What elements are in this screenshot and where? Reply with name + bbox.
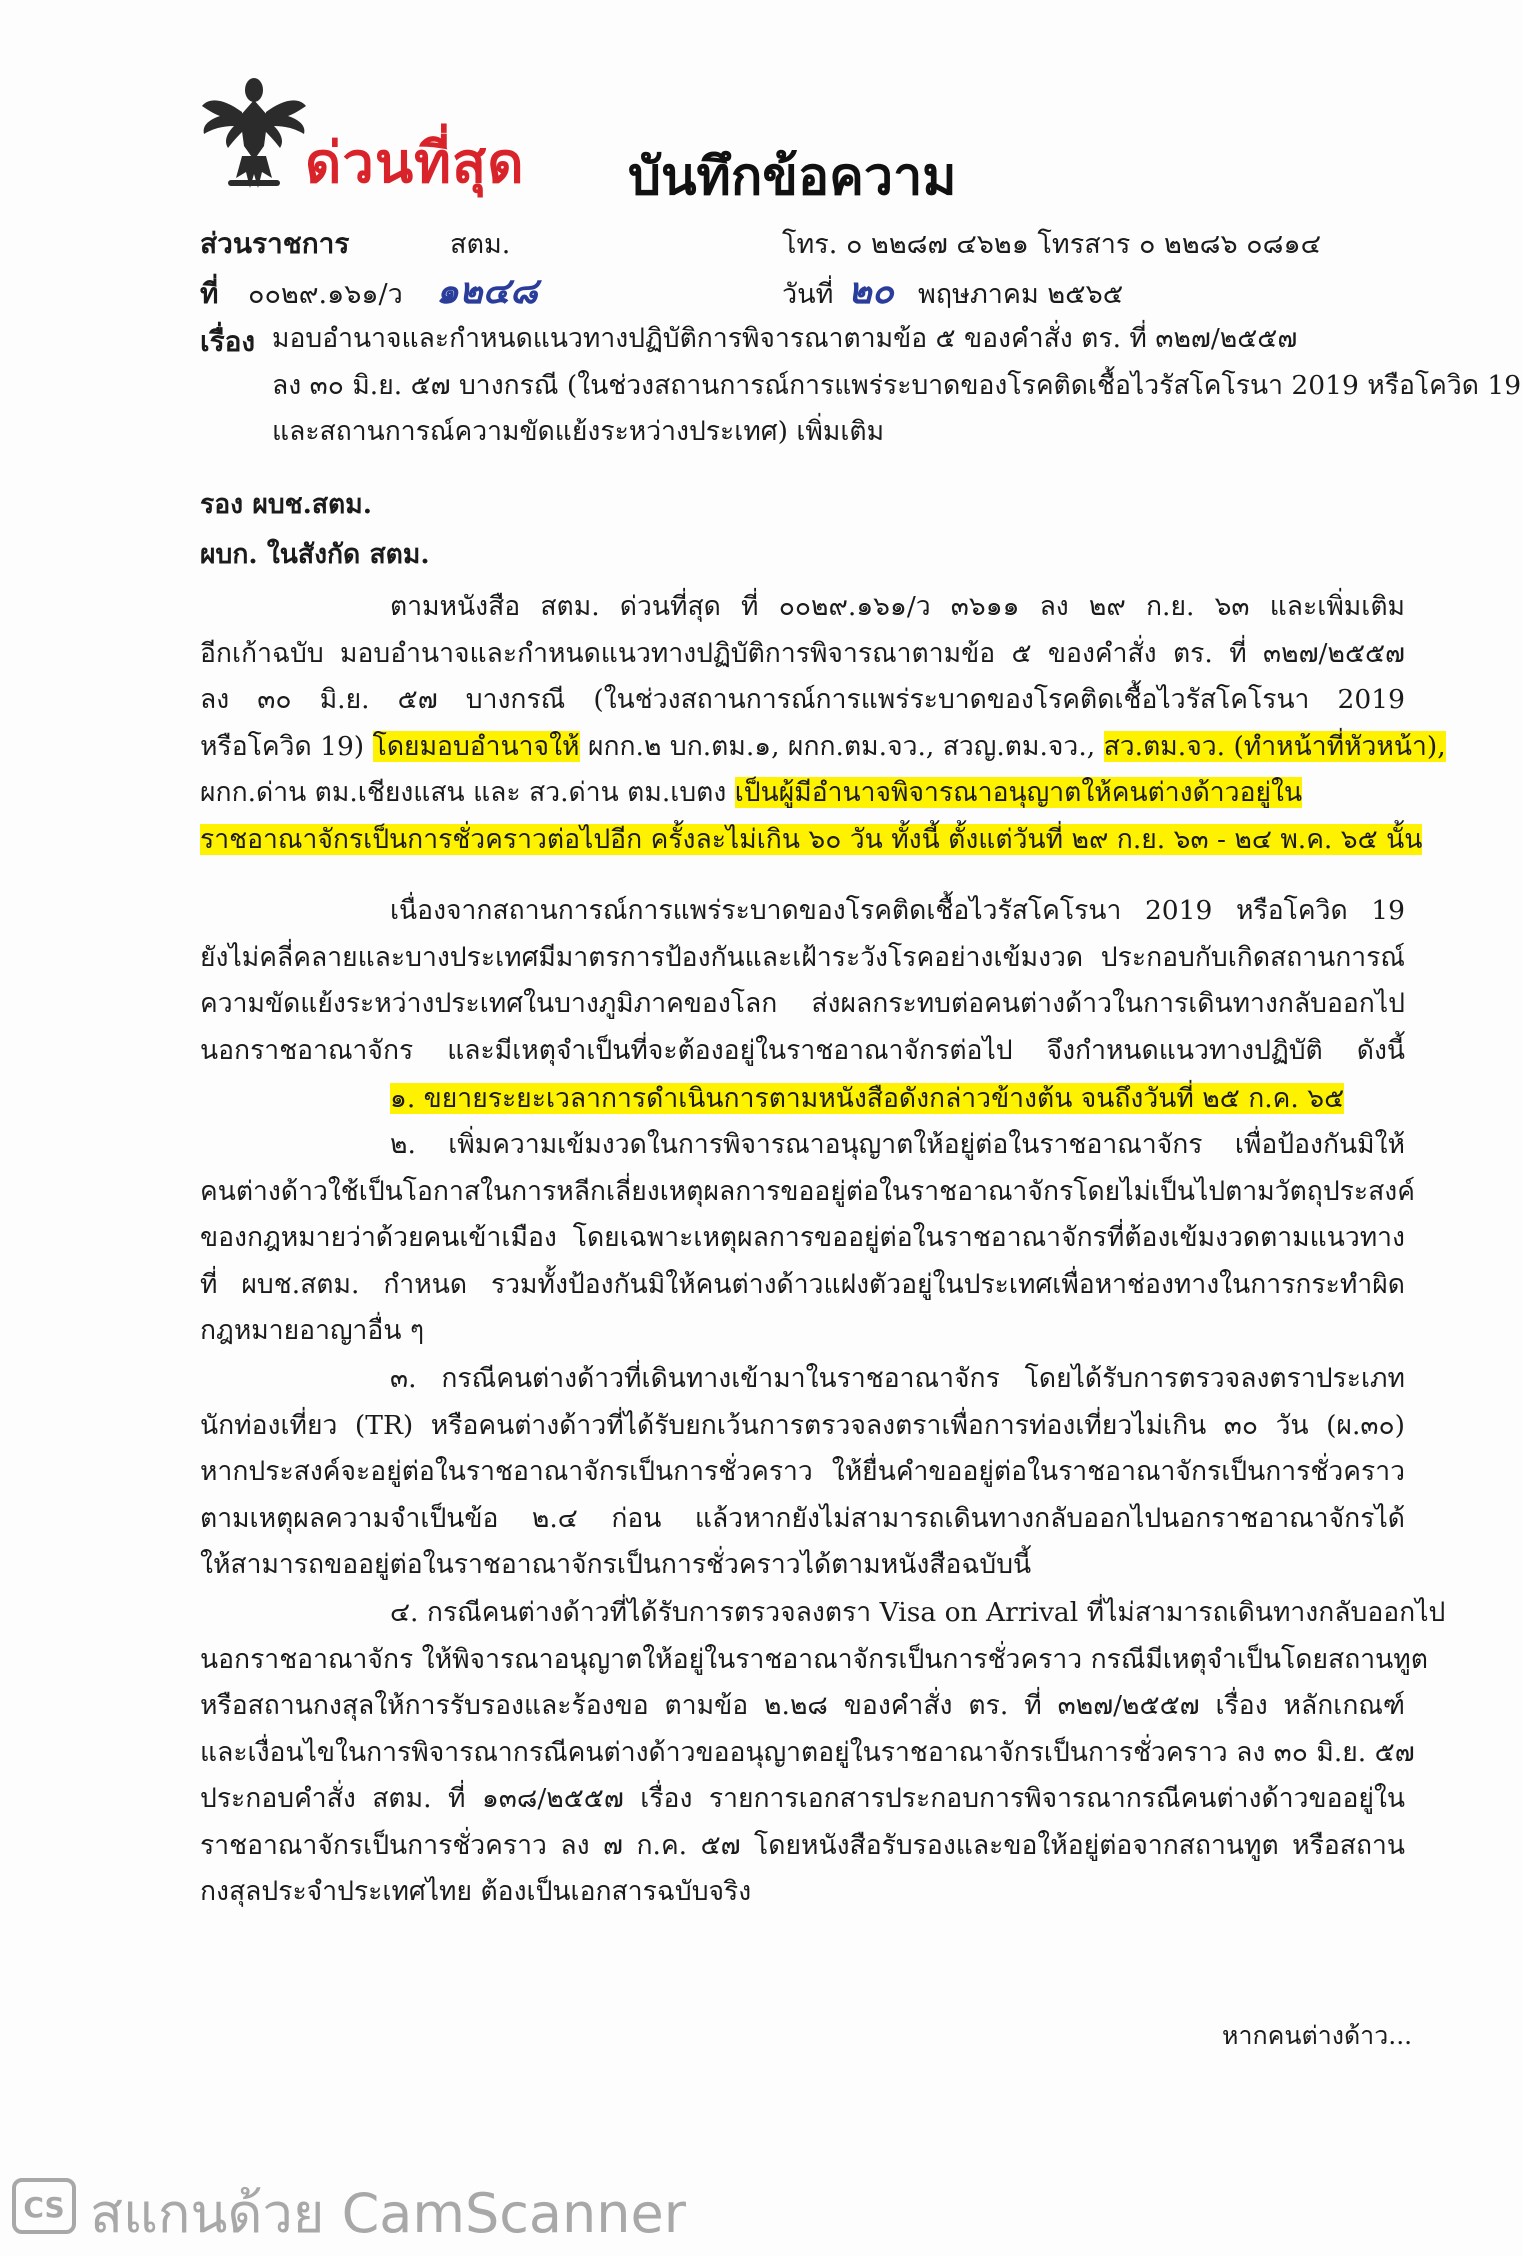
subject-label: เรื่อง <box>200 325 256 358</box>
recipients <box>200 480 1405 580</box>
text-line: ตามเหตุผลความจำเป็นข้อ ๒.๔ ก่อน แล้วหากยังไม่สามารถเดินทางกลับออกไปนอกราชอาณาจักรได้ <box>200 1502 1405 1534</box>
text-line: ๓. กรณีคนต่างด้าวที่เดินทางเข้ามาในราชอาณาจักร โดยได้รับการตรวจลงตราประเภท <box>390 1363 1405 1394</box>
text-segment: ผกก.ด่าน ตม.เชียงแสน และ สว.ด่าน ตม.เบตง <box>200 777 727 808</box>
text-line: กงสุลประจำประเทศไทย ต้องเป็นเอกสารฉบับจริง <box>200 1876 752 1907</box>
text-line: นอกราชอาณาจักร ให้พิจารณาอนุญาตให้อยู่ในราชอาณาจักรเป็นการชั่วคราว กรณีมีเหตุจำเป็นโดยสถานทูต <box>200 1643 1428 1675</box>
highlighted-text: เป็นผู้มีอำนาจพิจารณาอนุญาตให้คนต่างด้าวอยู่ใน <box>734 777 1303 808</box>
item-2 <box>200 1122 1415 1355</box>
ref-number: ๐๐๒๙.๑๖๑/ว <box>248 279 403 310</box>
camscanner-watermark: สแกนด้วย CamScanner <box>90 2182 686 2245</box>
text-line: ลง ๓๐ มิ.ย. ๕๗ บางกรณี (ในช่วงสถานการณ์การแพร่ระบาดของโรคติดเชื้อไวรัสโคโรนา 2019 <box>200 684 1405 715</box>
text-line: ตามหนังสือ สตม. ด่วนที่สุด ที่ ๐๐๒๙.๑๖๑/ว ๓๖๑๑ ลง ๒๙ ก.ย. ๖๓ และเพิ่มเติม <box>390 591 1405 622</box>
subject-text <box>272 316 1522 456</box>
item-3 <box>200 1356 1405 1589</box>
text-segment: ผกก.๒ บก.ตม.๑, ผกก.ตม.จว., สวญ.ตม.จว., <box>587 730 1096 762</box>
item-4 <box>200 1590 1446 1916</box>
highlighted-text: สว.ตม.จว. (ทำหน้าที่หัวหน้า), <box>1103 730 1446 762</box>
highlighted-text: ๑. ขยายระยะเวลาการดำเนินการตามหนังสือดังกล่าวข้างต้น จนถึงวันที่ ๒๕ ก.ค. ๖๕ <box>390 1083 1345 1114</box>
highlighted-text: โดยมอบอำนาจให้ <box>372 730 580 762</box>
camscanner-logo-icon <box>12 2178 76 2234</box>
text-line: ของกฎหมายว่าด้วยคนเข้าเมือง โดยเฉพาะเหตุผลการขออยู่ต่อในราชอาณาจักรที่ต้องเข้มงวดตามแนวทาง <box>200 1222 1405 1253</box>
text-line: หากประสงค์จะอยู่ต่อในราชอาณาจักรเป็นการชั่วคราว ให้ยื่นคำขออยู่ต่อในราชอาณาจักรเป็นการชั่วคราว <box>200 1456 1405 1487</box>
text-line: นอกราชอาณาจักร และมีเหตุจำเป็นที่จะต้องอยู่ในราชอาณาจักรต่อไป จึงกำหนดแนวทางปฏิบัติ ดังนี้ <box>200 1034 1405 1066</box>
subject-line: และสถานการณ์ความขัดแย้งระหว่างประเทศ) เพิ่มเติม <box>272 416 885 447</box>
recipient: ผบก. ในสังกัด สตม. <box>200 539 430 570</box>
paragraph-reference <box>200 584 1446 863</box>
text-line: ราชอาณาจักรเป็นการชั่วคราว ลง ๗ ก.ค. ๕๗ โดยหนังสือรับรองและขอให้อยู่ต่อจากสถานทูต หรือสถาน <box>200 1829 1405 1861</box>
phone-fax: โทร. ๐ ๒๒๘๗ ๔๖๒๑ โทรสาร ๐ ๒๒๘๖ ๐๘๑๔ <box>782 229 1322 260</box>
text-line: ประกอบคำสั่ง สตม. ที่ ๑๓๘/๒๕๕๗ เรื่อง รายการเอกสารประกอบการพิจารณากรณีคนต่างด้าวขออยู่ใน <box>200 1783 1405 1814</box>
text-line: และเงื่อนไขในการพิจารณากรณีคนต่างด้าวขออนุญาตอยู่ในราชอาณาจักรเป็นการชั่วคราว ลง ๓๐ มิ.ย. ๕๗ <box>200 1736 1415 1768</box>
text-line <box>200 1076 1405 1123</box>
highlighted-text: ราชอาณาจักรเป็นการชั่วคราวต่อไปอีก ครั้งละไม่เกิน ๖๐ วัน ทั้งนี้ ตั้งแต่วันที่ ๒๙ ก.ย. ๖๓ - ๒๔ พ.ค. ๖๕ นั้น <box>200 823 1423 855</box>
memo-title: บันทึกข้อความ <box>628 146 957 207</box>
subject-line: มอบอำนาจและกำหนดแนวทางปฏิบัติการพิจารณาตามข้อ ๕ ของคำสั่ง ตร. ที่ ๓๒๗/๒๕๕๗ <box>272 323 1298 354</box>
agency-value: สตม. <box>450 229 511 260</box>
text-line: หรือสถานกงสุลให้การรับรองและร้องขอ ตามข้อ ๒.๒๘ ของคำสั่ง ตร. ที่ ๓๒๗/๒๕๕๗ เรื่อง หลักเกณฑ์ <box>200 1690 1405 1721</box>
paragraph-situation <box>200 888 1405 1074</box>
text-line <box>200 724 1446 771</box>
ref-label: ที่ <box>200 277 219 310</box>
text-line: เนื่องจากสถานการณ์การแพร่ระบาดของโรคติดเชื้อไวรัสโคโรนา 2019 หรือโควิด 19 <box>390 895 1405 926</box>
item-1 <box>200 1076 1405 1123</box>
text-line: นักท่องเที่ยว (TR) หรือคนต่างด้าวที่ได้รับยกเว้นการตรวจลงตราเพื่อการท่องเที่ยวไม่เกิน ๓๐ วัน (ผ.๓๐) <box>200 1409 1405 1441</box>
text-line: ที่ ผบช.สตม. กำหนด รวมทั้งป้องกันมิให้คนต่างด้าวแฝงตัวอยู่ในประเทศเพื่อหาช่องทางในการกระทำผิด <box>200 1268 1405 1300</box>
text-line: ให้สามารถขออยู่ต่อในราชอาณาจักรเป็นการชั่วคราวได้ตามหนังสือฉบับนี้ <box>200 1549 1032 1580</box>
date-month-year: พฤษภาคม ๒๕๖๕ <box>918 279 1124 310</box>
agency-label: ส่วนราชการ <box>200 227 350 260</box>
handwritten-date-day: ๒๐ <box>848 271 894 312</box>
text-line: อีกเก้าฉบับ มอบอำนาจและกำหนดแนวทางปฏิบัติการพิจารณาตามข้อ ๕ ของคำสั่ง ตร. ที่ ๓๒๗/๒๕๕๗ <box>200 637 1405 669</box>
date-label: วันที่ <box>782 279 834 310</box>
continuation-note: หากคนต่างด้าว... <box>1222 2021 1413 2050</box>
text-segment: หรือโควิด 19) <box>200 730 365 762</box>
text-line: ยังไม่คลี่คลายและบางประเทศมีมาตรการป้องกันและเฝ้าระวังโรคอย่างเข้มงวด ประกอบกับเกิดสถานการณ์ <box>200 941 1405 973</box>
handwritten-ref-number: ๑๒๔๘ <box>436 271 538 312</box>
text-line: ๒. เพิ่มความเข้มงวดในการพิจารณาอนุญาตให้อยู่ต่อในราชอาณาจักร เพื่อป้องกันมิให้ <box>390 1129 1405 1160</box>
recipient: รอง ผบช.สตม. <box>200 489 372 520</box>
urgency-stamp: ด่วนที่สุด <box>305 131 525 196</box>
text-line: ความขัดแย้งระหว่างประเทศในบางภูมิภาคของโลก ส่งผลกระทบต่อคนต่างด้าวในการเดินทางกลับออกไป <box>200 988 1405 1019</box>
text-line <box>200 817 1423 864</box>
text-line: คนต่างด้าวใช้เป็นโอกาสในการหลีกเลี่ยงเหตุผลการขออยู่ต่อในราชอาณาจักรโดยไม่เป็นไปตามวัตถุประสงค์ <box>200 1175 1415 1207</box>
camscanner-logo-text: CS <box>23 2191 65 2224</box>
subject-line: ลง ๓๐ มิ.ย. ๕๗ บางกรณี (ในช่วงสถานการณ์การแพร่ระบาดของโรคติดเชื้อไวรัสโคโรนา 2019 หรือโควิด 19 <box>272 369 1522 401</box>
garuda-emblem-icon <box>198 76 310 192</box>
text-line: ๔. กรณีคนต่างด้าวที่ได้รับการตรวจลงตรา Visa on Arrival ที่ไม่สามารถเดินทางกลับออกไป <box>390 1597 1446 1628</box>
text-line: กฎหมายอาญาอื่น ๆ <box>200 1315 425 1346</box>
text-line <box>200 770 1405 817</box>
